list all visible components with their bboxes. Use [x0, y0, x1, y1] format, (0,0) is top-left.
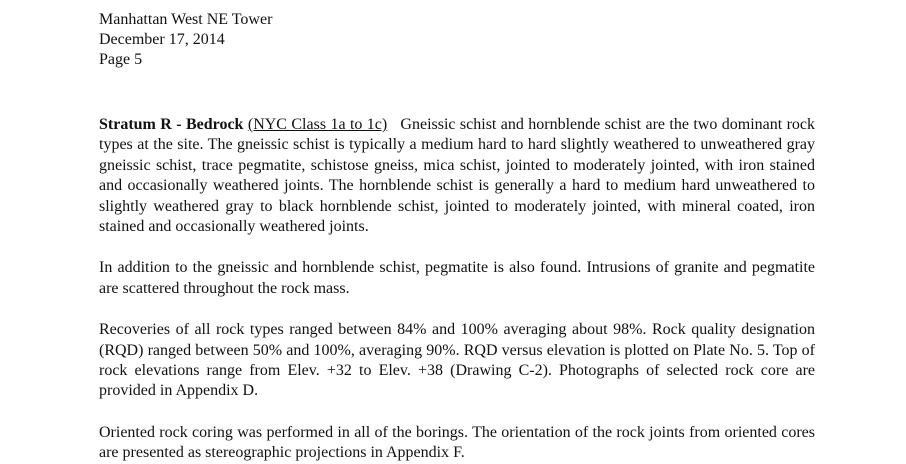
header-page-number: Page 5 — [99, 51, 143, 68]
stratum-r-paragraph — [99, 115, 815, 237]
oriented-coring-paragraph: Oriented rock coring was performed in all of the borings. The orientation of the rock joints from oriented cores are presented as stereographic projections in Appendix F. — [99, 423, 815, 462]
stratum-description: Gneissic schist and hornblende schist are the two dominant rock types at the site. The gneissic schist is typically a medium hard to hard slightly weathered to unweathered gray gneissic schist, trace pegmatite, schistose gneiss, mica schist, jointed to moderately jointed, with iron stained and occasionally weathered joints. The hornblende schist is generally a hard to medium hard unweathered to slightly weathered gray to black hornblende schist, jointed to moderately jointed, with mineral coated, iron stained and occasionally weathered joints. — [99, 116, 816, 236]
recoveries-paragraph: Recoveries of all rock types ranged between 84% and 100% averaging about 98%. Rock quality designation (RQD) ranged between 50% and 100%, averaging 90%. RQD versus elevation is plotted on Plate No. 5. Top of rock elevations range from Elev. +32 to Elev. +38 (Drawing C-2). Photographs of selected rock core are provided in Appendix D. — [99, 321, 815, 400]
document-page — [99, 10, 815, 464]
stratum-label: Stratum R - Bedrock — [99, 116, 244, 133]
header-date: December 17, 2014 — [99, 31, 225, 48]
stratum-classification: (NYC Class 1a to 1c) — [247, 116, 388, 133]
document-header — [99, 10, 815, 70]
pegmatite-paragraph: In addition to the gneissic and hornblende schist, pegmatite is also found. Intrusions of granite and pegmatite are scattered throughout the rock mass. — [99, 259, 815, 297]
header-project-name: Manhattan West NE Tower — [99, 11, 273, 28]
